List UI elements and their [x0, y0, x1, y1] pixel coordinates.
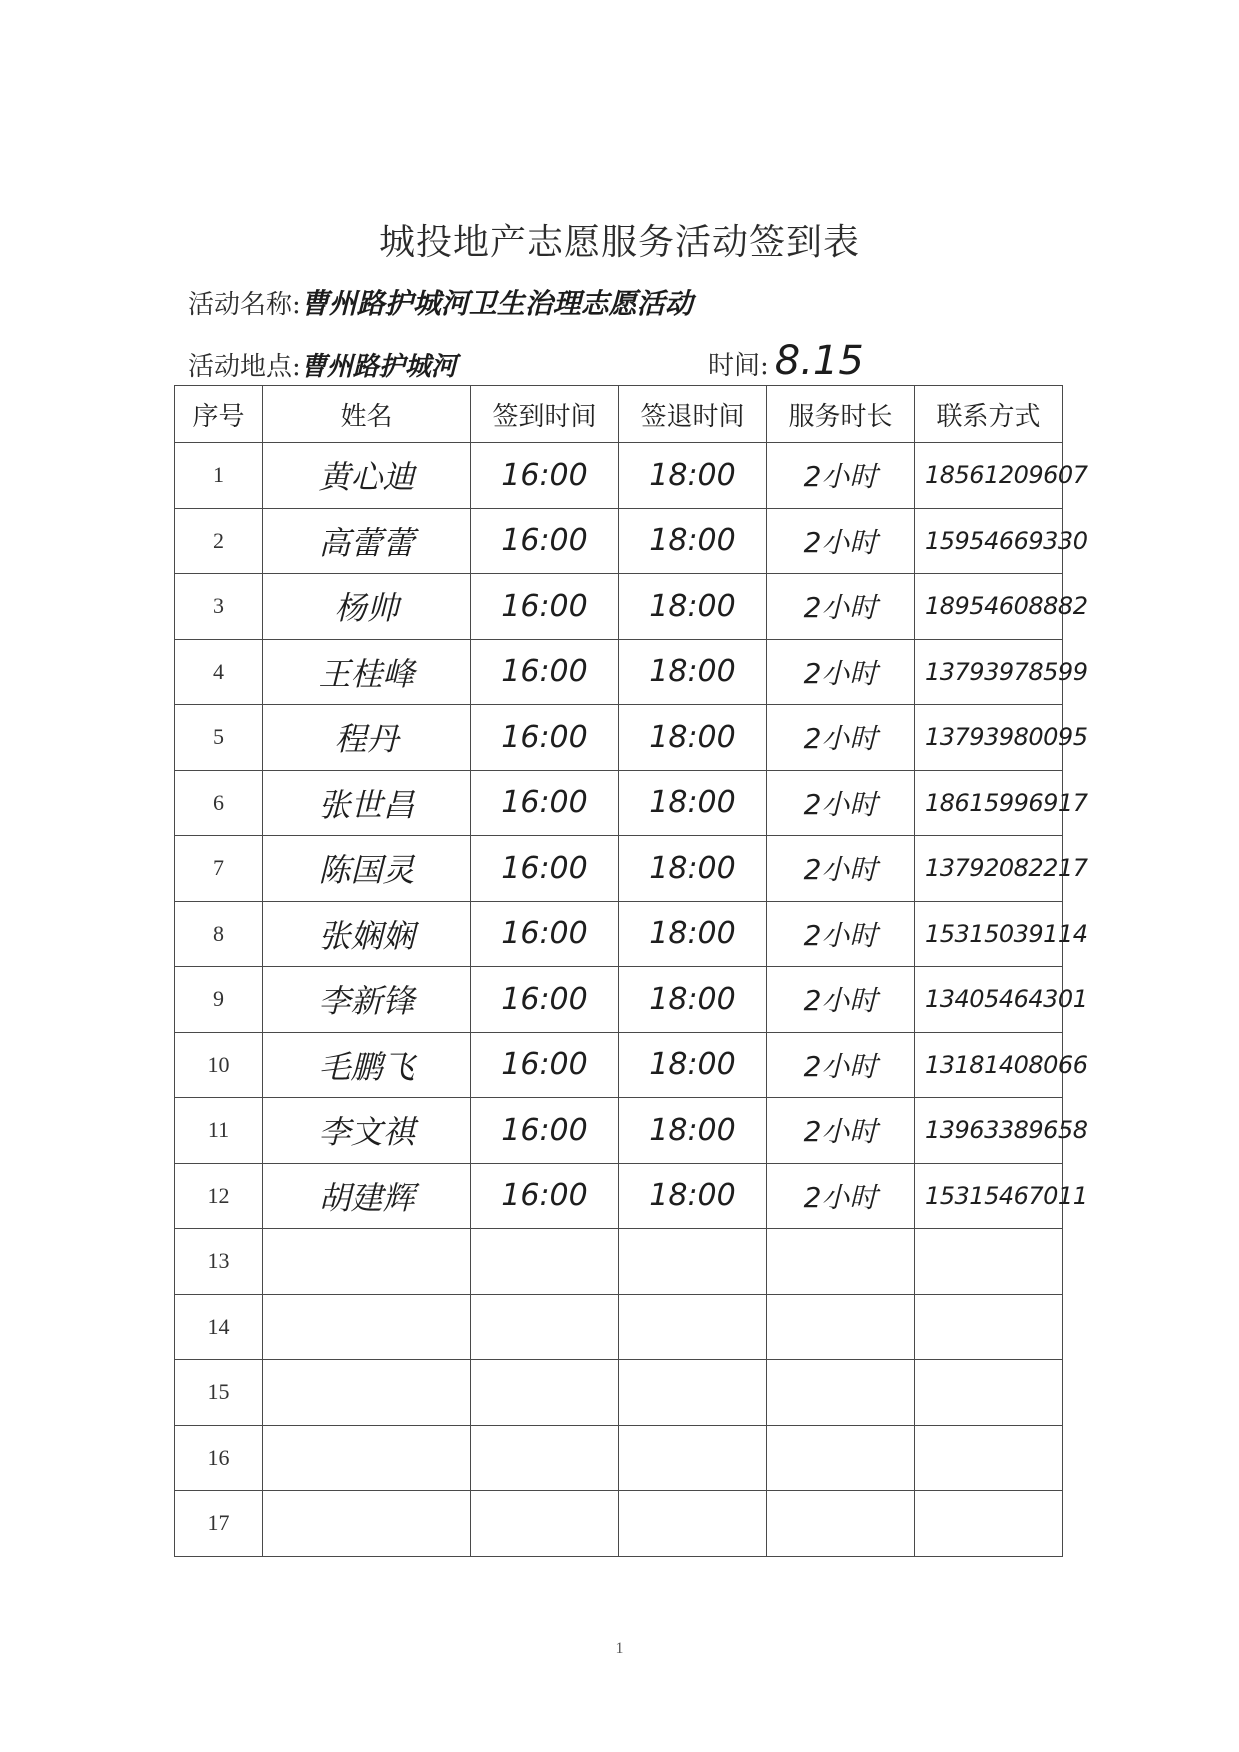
row-sign-in-time	[471, 1229, 619, 1295]
row-sign-in-time	[471, 1425, 619, 1491]
activity-place-line	[188, 346, 457, 383]
header-sign-out-time: 签退时间	[619, 386, 767, 443]
row-name: 王桂峰	[263, 639, 471, 705]
row-index: 12	[175, 1163, 263, 1229]
page-number: 1	[615, 1640, 624, 1657]
row-contact: 13963389658	[915, 1098, 1063, 1164]
table-row	[175, 1425, 1063, 1491]
row-sign-in-time: 16:00	[471, 705, 619, 771]
row-contact: 15315039114	[915, 901, 1063, 967]
row-name: 李文祺	[263, 1098, 471, 1164]
row-service-duration: 2小时	[767, 705, 915, 771]
activity-time-label: 时间:	[708, 351, 769, 381]
row-sign-out-time: 18:00	[619, 574, 767, 640]
row-service-duration: 2小时	[767, 1098, 915, 1164]
row-contact: 13181408066	[915, 1032, 1063, 1098]
row-sign-out-time: 18:00	[619, 967, 767, 1033]
row-sign-in-time	[471, 1360, 619, 1426]
row-contact: 15315467011	[915, 1163, 1063, 1229]
row-index: 4	[175, 639, 263, 705]
row-contact	[915, 1491, 1063, 1557]
row-index: 11	[175, 1098, 263, 1164]
table-row	[175, 836, 1063, 902]
row-name: 胡建辉	[263, 1163, 471, 1229]
sign-in-table	[174, 385, 1088, 1557]
row-sign-out-time: 18:00	[619, 836, 767, 902]
row-sign-out-time: 18:00	[619, 901, 767, 967]
table-row	[175, 1229, 1063, 1295]
row-index: 7	[175, 836, 263, 902]
activity-place-label: 活动地点:	[188, 352, 301, 382]
row-contact: 13405464301	[915, 967, 1063, 1033]
table-row	[175, 770, 1063, 836]
row-name: 毛鹏飞	[263, 1032, 471, 1098]
row-contact: 13792082217	[915, 836, 1063, 902]
row-sign-out-time: 18:00	[619, 443, 767, 509]
row-name: 程丹	[263, 705, 471, 771]
activity-name-line	[188, 282, 693, 322]
row-sign-in-time	[471, 1491, 619, 1557]
row-service-duration	[767, 1294, 915, 1360]
header-contact: 联系方式	[915, 386, 1063, 443]
row-index: 9	[175, 967, 263, 1033]
row-sign-out-time	[619, 1425, 767, 1491]
row-sign-in-time: 16:00	[471, 967, 619, 1033]
row-sign-in-time: 16:00	[471, 443, 619, 509]
table-row	[175, 967, 1063, 1033]
table-row	[175, 1491, 1063, 1557]
row-contact: 15954669330	[915, 508, 1063, 574]
row-index: 13	[175, 1229, 263, 1295]
row-sign-out-time	[619, 1294, 767, 1360]
row-name	[263, 1360, 471, 1426]
table-row	[175, 705, 1063, 771]
row-contact	[915, 1294, 1063, 1360]
table-row	[175, 1294, 1063, 1360]
row-service-duration	[767, 1229, 915, 1295]
row-service-duration: 2小时	[767, 443, 915, 509]
row-service-duration	[767, 1425, 915, 1491]
table-row	[175, 1360, 1063, 1426]
row-name: 张娴娴	[263, 901, 471, 967]
row-contact: 18954608882	[915, 574, 1063, 640]
row-name: 杨帅	[263, 574, 471, 640]
row-service-duration: 2小时	[767, 1032, 915, 1098]
row-service-duration	[767, 1491, 915, 1557]
row-sign-in-time: 16:00	[471, 508, 619, 574]
row-name	[263, 1425, 471, 1491]
row-sign-out-time	[619, 1229, 767, 1295]
row-contact: 18615996917	[915, 770, 1063, 836]
table-row	[175, 901, 1063, 967]
page-title: 城投地产志愿服务活动签到表	[378, 222, 860, 263]
table-row	[175, 1032, 1063, 1098]
row-sign-out-time	[619, 1360, 767, 1426]
row-index: 15	[175, 1360, 263, 1426]
row-sign-out-time: 18:00	[619, 1032, 767, 1098]
row-index: 1	[175, 443, 263, 509]
row-sign-out-time: 18:00	[619, 705, 767, 771]
row-contact	[915, 1425, 1063, 1491]
activity-time-line	[708, 338, 864, 384]
row-name	[263, 1294, 471, 1360]
header-name: 姓名	[263, 386, 471, 443]
row-sign-out-time	[619, 1491, 767, 1557]
row-service-duration	[767, 1360, 915, 1426]
row-index: 8	[175, 901, 263, 967]
row-service-duration: 2小时	[767, 901, 915, 967]
row-index: 2	[175, 508, 263, 574]
table-row	[175, 574, 1063, 640]
row-contact: 13793980095	[915, 705, 1063, 771]
row-index: 17	[175, 1491, 263, 1557]
activity-place-value: 曹州路护城河	[300, 352, 457, 382]
row-contact	[915, 1229, 1063, 1295]
row-sign-in-time: 16:00	[471, 1098, 619, 1164]
row-sign-in-time: 16:00	[471, 836, 619, 902]
activity-name-label: 活动名称:	[188, 290, 301, 320]
row-index: 14	[175, 1294, 263, 1360]
table-row	[175, 443, 1063, 509]
row-service-duration: 2小时	[767, 574, 915, 640]
row-service-duration: 2小时	[767, 967, 915, 1033]
row-name: 黄心迪	[263, 443, 471, 509]
row-service-duration: 2小时	[767, 639, 915, 705]
row-name	[263, 1491, 471, 1557]
row-index: 5	[175, 705, 263, 771]
row-contact	[915, 1360, 1063, 1426]
row-contact: 13793978599	[915, 639, 1063, 705]
row-index: 10	[175, 1032, 263, 1098]
row-sign-out-time: 18:00	[619, 1098, 767, 1164]
activity-time-value: 8.15	[774, 338, 864, 384]
row-service-duration: 2小时	[767, 836, 915, 902]
row-index: 16	[175, 1425, 263, 1491]
header-index: 序号	[175, 386, 263, 443]
row-name	[263, 1229, 471, 1295]
row-name: 陈国灵	[263, 836, 471, 902]
row-sign-in-time: 16:00	[471, 574, 619, 640]
header-service-duration: 服务时长	[767, 386, 915, 443]
row-sign-in-time: 16:00	[471, 639, 619, 705]
table-row	[175, 508, 1063, 574]
table-header-row	[175, 386, 1063, 443]
row-contact: 18561209607	[915, 443, 1063, 509]
row-sign-out-time: 18:00	[619, 1163, 767, 1229]
row-sign-out-time: 18:00	[619, 508, 767, 574]
table-row	[175, 1098, 1063, 1164]
row-sign-out-time: 18:00	[619, 639, 767, 705]
row-sign-in-time: 16:00	[471, 1163, 619, 1229]
row-index: 6	[175, 770, 263, 836]
row-service-duration: 2小时	[767, 1163, 915, 1229]
table-row	[175, 639, 1063, 705]
row-service-duration: 2小时	[767, 770, 915, 836]
row-sign-in-time: 16:00	[471, 901, 619, 967]
row-name: 高蕾蕾	[263, 508, 471, 574]
row-service-duration: 2小时	[767, 508, 915, 574]
table-row	[175, 1163, 1063, 1229]
activity-name-value: 曹州路护城河卫生治理志愿活动	[300, 287, 693, 320]
row-index: 3	[175, 574, 263, 640]
row-sign-out-time: 18:00	[619, 770, 767, 836]
header-sign-in-time: 签到时间	[471, 386, 619, 443]
row-sign-in-time: 16:00	[471, 770, 619, 836]
row-sign-in-time: 16:00	[471, 1032, 619, 1098]
row-name: 李新锋	[263, 967, 471, 1033]
row-sign-in-time	[471, 1294, 619, 1360]
row-name: 张世昌	[263, 770, 471, 836]
